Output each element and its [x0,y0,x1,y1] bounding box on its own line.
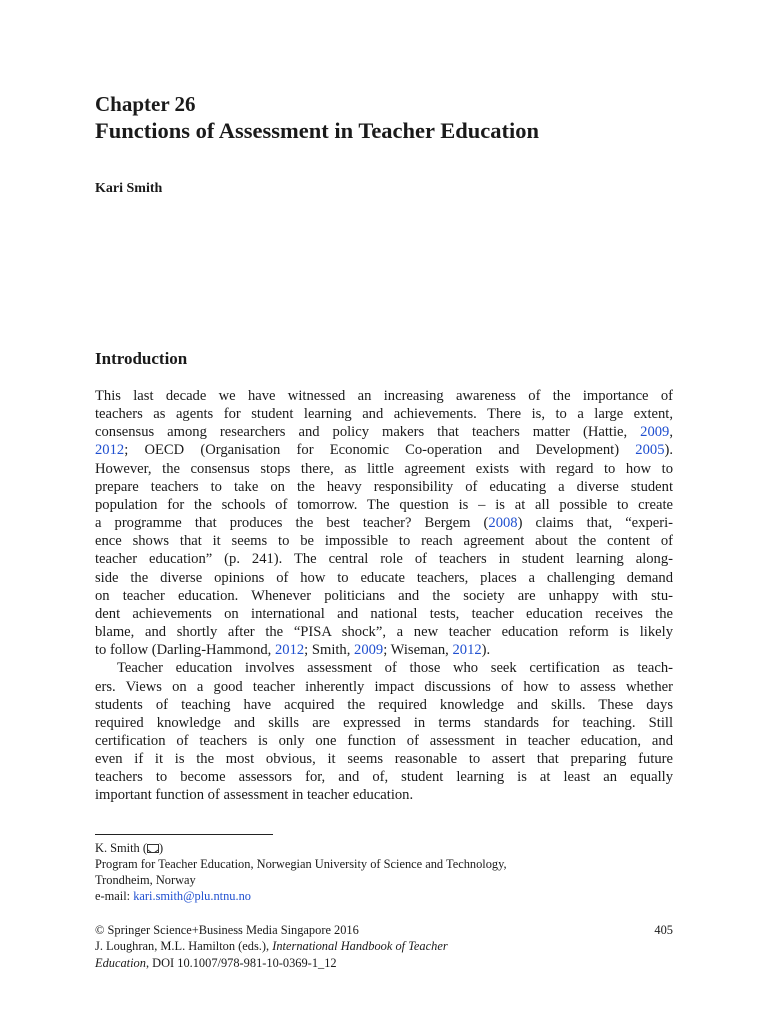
envelope-icon [147,844,159,853]
copyright-block [95,922,673,971]
author-footnote [95,840,673,904]
text-run: consensus among researchers and policy makers that teachers matter (Hattie, [95,424,641,441]
paragraph1-line: population for the schools of tomorrow. The question is – is at all possible to create [95,496,673,513]
citation-link[interactable]: 2009 [354,642,384,659]
citation-link[interactable]: 2009 [640,424,670,441]
paragraph1-line: on teacher education. Whenever politicians and the society are unhappy with stu- [95,587,673,604]
section-heading-introduction: Introduction [95,349,188,368]
text-run: ; Wiseman, [383,642,453,659]
paragraph1-line: This last decade we have witnessed an increasing awareness of the importance of [95,388,673,404]
text-run: J. Loughran, M.L. Hamilton (eds.), [95,939,273,954]
text-run: , [669,424,673,441]
paragraph2-line: even if it is the most obvious, it seems reasonable to assert that preparing future [95,751,673,768]
introduction-body [95,387,673,805]
paragraph1-line: dent achievements on international and national tests, teacher education receives the [95,605,673,622]
copyright-line: © Springer Science+Business Media Singapore 2016 [95,923,359,937]
citation-line [95,938,673,954]
chapter-number: Chapter 26 [95,92,196,116]
paragraph2-line: Teacher education involves assessment of those who seek certification as teach- [117,660,673,677]
paragraph2-line: teachers to become assessors for, and of, student learning is at least an equally [95,769,673,786]
citation-link[interactable]: 2005 [635,442,665,459]
citation-link[interactable]: 2012 [452,642,482,659]
paragraph1-line: However, the consensus stops there, as little agreement exists with regard to how to [95,460,673,477]
footnote-divider [95,834,273,835]
email-link[interactable]: kari.smith@plu.ntnu.no [133,889,251,903]
text-run: to follow (Darling-Hammond, [95,642,275,659]
paragraph2-line: students of teaching have acquired the required knowledge and skills. These days [95,696,673,713]
paragraph2-line: ers. Views on a good teacher inherently impact discussions of how to assess whether [95,678,673,695]
text-run: ) claims that, “experi- [517,515,673,532]
book-title: International Handbook of Teacher [272,939,448,954]
text-run: ; Smith, [304,642,355,659]
paragraph2-line: important function of assessment in teacher education. [95,787,414,804]
doi-text: , DOI 10.1007/978-981-10-0369-1_12 [145,955,337,970]
paragraph1-line: side the diverse opinions of how to educate teachers, places a challenging demand [95,569,673,586]
paragraph1-line: teachers as agents for student learning and achievements. There is, to a large extent, [95,406,673,423]
citation-link[interactable]: 2012 [274,642,305,659]
paragraph1-line: ence shows that it seems to be impossible to reach agreement about the content of [95,533,673,550]
paragraph1-line: blame, and shortly after the “PISA shock”, a new teacher education reform is likely [95,624,673,641]
paragraph1-line: teacher education” (p. 241). The central role of teachers in student learning along- [95,551,673,568]
text-run: ; OECD (Organisation for Economic Co-operation and Development) [124,442,636,459]
paragraph2-line: certification of teachers is only one function of assessment in teacher education, and [95,732,673,749]
text-run: ). [664,442,673,459]
paragraph1-line [95,514,673,532]
text-run: a programme that produces the best teacher? Bergem ( [95,515,489,532]
book-title: Education [95,955,146,970]
text-run: ) [158,841,164,855]
footnote-author-name: K. Smith ( [95,841,147,855]
paragraph1-line [95,641,673,659]
paragraph2-line: required knowledge and skills are expressed in terms standards for teaching. Still [95,714,673,731]
footnote-affiliation-city: Trondheim, Norway [95,873,196,887]
email-label: e-mail: [95,889,134,903]
page-number: 405 [654,923,673,937]
citation-link[interactable]: 2008 [488,515,518,532]
footnote-author-line [95,840,673,856]
footnote-email-line [95,888,673,904]
chapter-title: Functions of Assessment in Teacher Education [95,118,540,143]
paragraph1-line: prepare teachers to take on the heavy responsibility of educating a diverse student [95,478,673,495]
footnote-affiliation: Program for Teacher Education, Norwegian University of Science and Technology, [95,857,507,871]
text-run: ). [481,642,491,659]
paragraph1-line [95,441,673,459]
paragraph1-line [95,423,673,441]
citation-link[interactable]: 2012 [95,442,125,459]
chapter-author: Kari Smith [95,181,163,196]
doi-line [95,955,673,971]
